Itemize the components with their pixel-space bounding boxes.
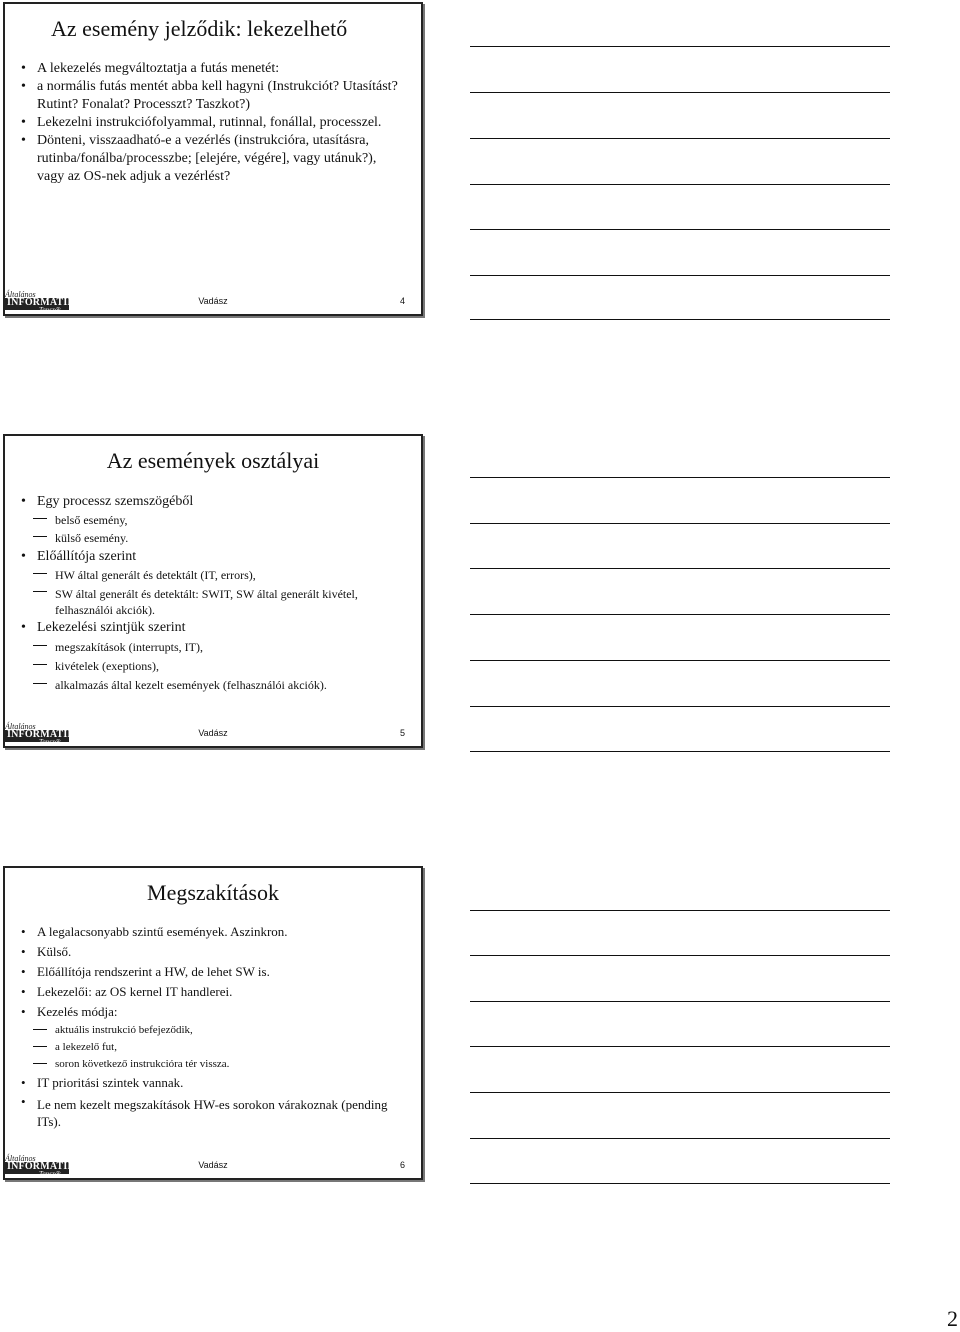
slide-number: 5 <box>399 728 405 738</box>
bullet-item: • Előállítója szerint <box>19 547 407 566</box>
sub-bullet-item: külső esemény. <box>19 529 407 547</box>
bullet-item: • Külső. <box>19 942 407 962</box>
note-line <box>470 660 890 661</box>
bullet-item: • Egy processz szemszögéből <box>19 492 407 511</box>
bullet-item: • Kezelés módja: <box>19 1002 407 1022</box>
slide-footer <box>5 292 421 314</box>
note-line <box>470 477 890 478</box>
page-number: 2 <box>947 1306 958 1331</box>
sub-bullet-item: soron következő instrukcióra tér vissza. <box>19 1056 407 1073</box>
footer-author: Vadász <box>198 296 228 306</box>
note-line <box>470 46 890 47</box>
slide-title: Az esemény jelződik: lekezelhető <box>51 16 348 41</box>
bullet-item: • a normális futás mentét abba kell hagyni (Instrukciót? Utasítást? Rutint? Fonalat? Processzt? Taszkot?) <box>19 78 407 114</box>
department-logo: Általános INFORMATIKAI Tanszék <box>5 1154 87 1178</box>
bullet-item: • Dönteni, visszaadható-e a vezérlés (instrukcióra, utasításra, rutinba/fonálba/processzbe; [elejére, végére], vagy utánuk?), vagy az OS-nek adjuk a vezérlést? <box>19 132 407 186</box>
bullet-item: • A lekezelés megváltoztatja a futás menetét: <box>19 60 407 78</box>
sub-bullet-item: aktuális instrukció befejeződik, <box>19 1022 407 1039</box>
bullet-item: • A legalacsonyabb szintű események. Aszinkron. <box>19 922 407 942</box>
note-line <box>470 523 890 524</box>
note-line <box>470 275 890 276</box>
bullet-list <box>19 60 407 186</box>
sub-bullet-item: megszakítások (interrupts, IT), <box>19 638 407 657</box>
footer-author: Vadász <box>198 728 228 738</box>
sub-bullet-item: belső esemény, <box>19 511 407 529</box>
bullet-item: • Le nem kezelt megszakítások HW-es sorokon várakoznak (pending ITs). <box>19 1093 407 1130</box>
note-line <box>470 92 890 93</box>
department-logo: Általános INFORMATIKAI Tanszék <box>5 722 87 746</box>
slide-number: 6 <box>399 1160 405 1170</box>
bullet-list <box>19 922 407 1130</box>
note-line <box>470 614 890 615</box>
note-line <box>470 955 890 956</box>
bullet-item: • Lekezelési szintjük szerint <box>19 618 407 638</box>
note-line <box>470 910 890 911</box>
note-line <box>470 751 890 752</box>
note-line <box>470 568 890 569</box>
note-line <box>470 706 890 707</box>
note-line <box>470 1046 890 1047</box>
slide-footer <box>5 1156 421 1178</box>
slide-title: Az események osztályai <box>106 448 320 473</box>
sub-bullet-item: HW által generált és detektált (IT, errors), <box>19 566 407 584</box>
sub-bullet-item: SW által generált és detektált: SWIT, SW által generált kivétel, felhasználói akciók). <box>19 584 407 618</box>
footer-author: Vadász <box>198 1160 228 1170</box>
sub-bullet-item: kivételek (exeptions), <box>19 657 407 676</box>
note-line <box>470 1001 890 1002</box>
note-line <box>470 319 890 320</box>
note-line <box>470 229 890 230</box>
bullet-item: • Előállítója rendszerint a HW, de lehet SW is. <box>19 962 407 982</box>
note-line <box>470 184 890 185</box>
slide-5 <box>3 434 423 748</box>
slide-6 <box>3 866 423 1180</box>
bullet-item: • IT prioritási szintek vannak. <box>19 1073 407 1093</box>
note-line <box>470 1138 890 1139</box>
note-line <box>470 1183 890 1184</box>
bullet-item: • Lekezelői: az OS kernel IT handlerei. <box>19 982 407 1002</box>
slide-footer <box>5 724 421 746</box>
bullet-item: • Lekezelni instrukciófolyammal, rutinnal, fonállal, processzel. <box>19 114 407 132</box>
bullet-list <box>19 492 407 695</box>
slide-4 <box>3 2 423 316</box>
sub-bullet-item: a lekezelő fut, <box>19 1039 407 1056</box>
slide-title: Megszakítások <box>147 880 279 905</box>
department-logo: Általános INFORMATIKAI Tanszék <box>5 290 87 314</box>
slide-number: 4 <box>399 296 405 306</box>
note-line <box>470 1092 890 1093</box>
note-line <box>470 138 890 139</box>
sub-bullet-item: alkalmazás által kezelt események (felhasználói akciók). <box>19 676 407 695</box>
